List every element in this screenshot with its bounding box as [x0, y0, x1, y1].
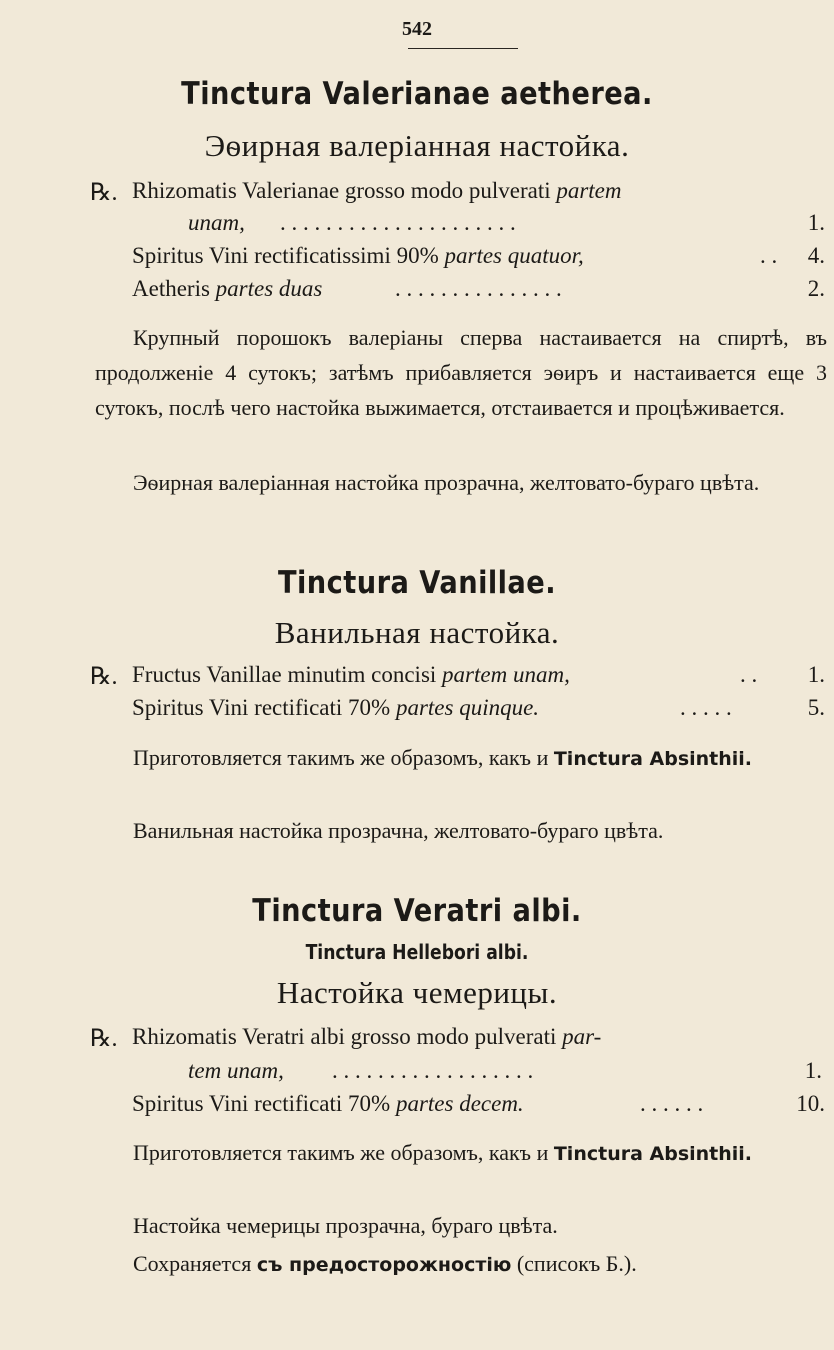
recipe-symbol: ℞.	[90, 664, 118, 690]
dot-leader: . .	[760, 243, 778, 268]
recipe-line: Spiritus Vini rectificatissimi 90% partes quatuor,	[132, 243, 584, 268]
russian-title-veratrum: Настойка чемерицы.	[276, 975, 558, 1010]
recipe-amount: 1.	[807, 210, 825, 235]
recipe-line: Spiritus Vini rectificati 70% partes quinque.	[132, 695, 540, 720]
latin-title-veratrum: Tinctura Veratri albi.	[252, 893, 582, 929]
dot-leader: . . . . . . . . . . . . . . .	[395, 276, 562, 301]
recipe-symbol: ℞.	[90, 1026, 118, 1052]
paragraph-storage: Сохраняется съ предосторожностію (списокъ Б.).	[133, 1251, 637, 1276]
recipe-line: tem unam,	[188, 1058, 284, 1083]
paragraph-description: Настойка чемерицы прозрачна, бураго цвѣта.	[133, 1213, 558, 1238]
recipe-line: Aetheris partes duas	[132, 276, 323, 301]
paragraph-preparation: Приготовляется такимъ же образомъ, какъ и Tinctura Absinthii.	[133, 745, 753, 770]
recipe-amount: 5.	[807, 695, 825, 720]
latin-title-vanilla: Tinctura Vanillae.	[277, 565, 557, 601]
recipe-line: Rhizomatis Veratri albi grosso modo pulverati par-	[132, 1024, 602, 1049]
recipe-symbol: ℞.	[90, 180, 118, 206]
russian-title-valerian: Эѳирная валеріанная настойка.	[204, 128, 630, 163]
dot-leader: . . . . . . . . . . . . . . . . . .	[332, 1058, 534, 1083]
recipe-line: Fructus Vanillae minutim concisi partem unam,	[132, 662, 570, 687]
paragraph-description: Эѳирная валеріанная настойка прозрачна, желтовато-бураго цвѣта.	[133, 470, 760, 495]
recipe-line: Spiritus Vini rectificati 70% partes decem.	[132, 1091, 524, 1116]
recipe-amount: 4.	[807, 243, 825, 268]
recipe-line: unam,	[188, 210, 245, 235]
cross-reference: Tinctura Absinthii.	[553, 1143, 753, 1165]
header-rule	[408, 48, 518, 49]
latin-synonym: Tinctura Hellebori albi.	[305, 940, 529, 964]
latin-title-valerian: Tinctura Valerianae aetherea.	[181, 76, 653, 112]
dot-leader: . .	[740, 662, 758, 687]
paragraph-preparation: Приготовляется такимъ же образомъ, какъ и Tinctura Absinthii.	[133, 1140, 753, 1165]
storage-caution: съ предосторожностію	[256, 1254, 512, 1276]
cross-reference: Tinctura Absinthii.	[553, 748, 753, 770]
recipe-amount: 1.	[807, 662, 825, 687]
recipe-amount: 10.	[796, 1091, 825, 1116]
dot-leader: . . . . .	[680, 695, 732, 720]
page-number: 542	[402, 18, 432, 40]
paragraph-preparation: Крупный порошокъ валеріаны сперва настаивается на спиртѣ, въ продолженіе 4 сутокъ; затѣмъ прибавляется эѳиръ и настаивается еще 3 сутокъ, послѣ чего настойка выжимается, отстаивается и процѣживается.	[95, 325, 827, 420]
recipe-line: Rhizomatis Valerianae grosso modo pulverati partem	[132, 178, 622, 203]
dot-leader: . . . . . . . . . . . . . . . . . . . . .	[280, 210, 516, 235]
recipe-amount: 2.	[807, 276, 825, 301]
recipe-amount: 1.	[804, 1058, 822, 1083]
russian-title-vanilla: Ванильная настойка.	[274, 615, 560, 650]
dot-leader: . . . . . .	[640, 1091, 704, 1116]
paragraph-description: Ванильная настойка прозрачна, желтовато-бураго цвѣта.	[133, 818, 664, 843]
